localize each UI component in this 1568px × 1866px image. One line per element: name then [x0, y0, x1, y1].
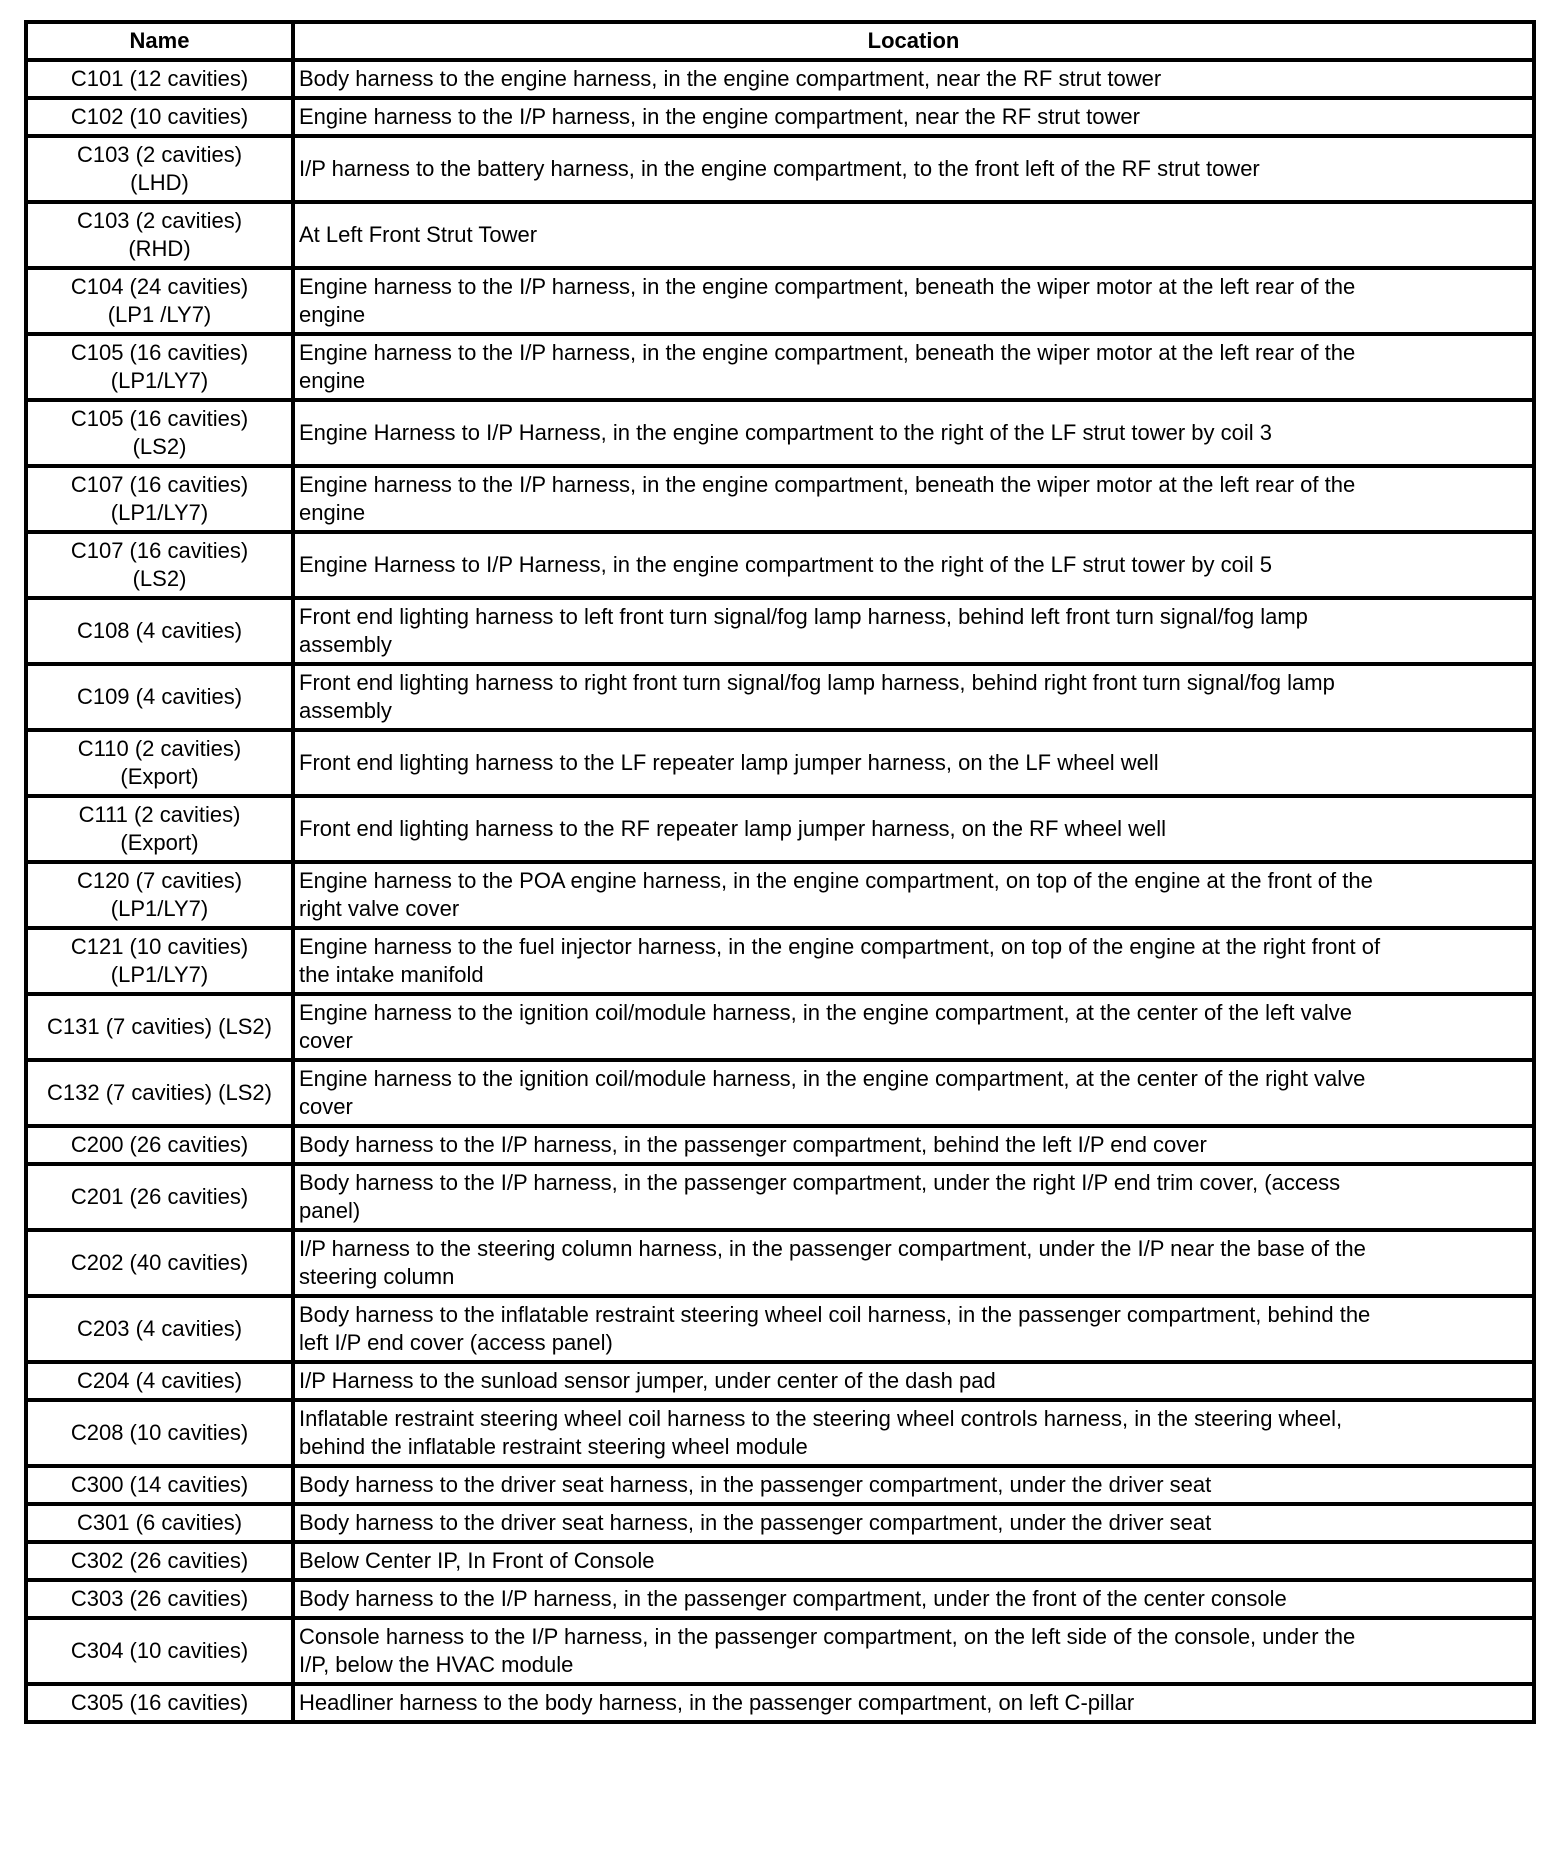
table-row: [26, 1466, 1534, 1504]
connector-location-cell: Front end lighting harness to the LF repeater lamp jumper harness, on the LF wheel well: [293, 730, 1534, 796]
connector-location-cell: Body harness to the driver seat harness, in the passenger compartment, under the driver seat: [293, 1504, 1534, 1542]
connector-location-cell: Body harness to the inflatable restraint steering wheel coil harness, in the passenger compartment, behind the left I/P end cover (access panel): [293, 1296, 1534, 1362]
connector-name-cell: C200 (26 cavities): [26, 1126, 293, 1164]
connector-name-cell: C302 (26 cavities): [26, 1542, 293, 1580]
connector-name-cell: C120 (7 cavities) (LP1/LY7): [26, 862, 293, 928]
connector-name-cell: C110 (2 cavities) (Export): [26, 730, 293, 796]
table-row: [26, 136, 1534, 202]
table-body: [26, 60, 1534, 1722]
connector-location-cell: Engine harness to the I/P harness, in the engine compartment, beneath the wiper motor at the left rear of the engine: [293, 466, 1534, 532]
connector-name-cell: C202 (40 cavities): [26, 1230, 293, 1296]
connector-location-cell: Engine harness to the ignition coil/module harness, in the engine compartment, at the center of the right valve cover: [293, 1060, 1534, 1126]
table-row: [26, 994, 1534, 1060]
table-row: [26, 1164, 1534, 1230]
connector-location-cell: Body harness to the I/P harness, in the passenger compartment, under the right I/P end trim cover, (access panel): [293, 1164, 1534, 1230]
connector-name-cell: C121 (10 cavities) (LP1/LY7): [26, 928, 293, 994]
table-row: [26, 202, 1534, 268]
header-row: [26, 22, 1534, 60]
connector-name-cell: C304 (10 cavities): [26, 1618, 293, 1684]
connector-location-cell: Engine Harness to I/P Harness, in the engine compartment to the right of the LF strut tower by coil 3: [293, 400, 1534, 466]
table-row: [26, 730, 1534, 796]
table-row: [26, 1618, 1534, 1684]
connector-location-cell: Engine harness to the ignition coil/module harness, in the engine compartment, at the center of the left valve cover: [293, 994, 1534, 1060]
table-row: [26, 1362, 1534, 1400]
connector-location-cell: Body harness to the I/P harness, in the passenger compartment, behind the left I/P end cover: [293, 1126, 1534, 1164]
connector-name-cell: C208 (10 cavities): [26, 1400, 293, 1466]
connector-location-cell: Front end lighting harness to right front turn signal/fog lamp harness, behind right front turn signal/fog lamp assembly: [293, 664, 1534, 730]
connector-location-cell: Engine Harness to I/P Harness, in the engine compartment to the right of the LF strut tower by coil 5: [293, 532, 1534, 598]
connector-location-cell: Console harness to the I/P harness, in the passenger compartment, on the left side of the console, under the I/P, below the HVAC module: [293, 1618, 1534, 1684]
connector-name-cell: C107 (16 cavities) (LS2): [26, 532, 293, 598]
table-row: [26, 532, 1534, 598]
table-row: [26, 1230, 1534, 1296]
name-column-header: Name: [26, 22, 293, 60]
connector-name-cell: C203 (4 cavities): [26, 1296, 293, 1362]
connector-name-cell: C108 (4 cavities): [26, 598, 293, 664]
connector-location-cell: Inflatable restraint steering wheel coil harness to the steering wheel controls harness, in the steering wheel, behind the inflatable restraint steering wheel module: [293, 1400, 1534, 1466]
table-row: [26, 1400, 1534, 1466]
connector-location-cell: Engine harness to the fuel injector harness, in the engine compartment, on top of the engine at the right front of the intake manifold: [293, 928, 1534, 994]
connector-location-cell: I/P Harness to the sunload sensor jumper, under center of the dash pad: [293, 1362, 1534, 1400]
connector-name-cell: C105 (16 cavities) (LS2): [26, 400, 293, 466]
connector-location-cell: Engine harness to the POA engine harness, in the engine compartment, on top of the engine at the front of the right valve cover: [293, 862, 1534, 928]
table-row: [26, 1684, 1534, 1722]
table-row: [26, 60, 1534, 98]
connector-location-cell: Engine harness to the I/P harness, in the engine compartment, beneath the wiper motor at the left rear of the engine: [293, 334, 1534, 400]
table-row: [26, 334, 1534, 400]
connector-name-cell: C131 (7 cavities) (LS2): [26, 994, 293, 1060]
connector-location-cell: I/P harness to the battery harness, in the engine compartment, to the front left of the RF strut tower: [293, 136, 1534, 202]
connector-name-cell: C305 (16 cavities): [26, 1684, 293, 1722]
connector-name-cell: C204 (4 cavities): [26, 1362, 293, 1400]
connector-name-cell: C111 (2 cavities) (Export): [26, 796, 293, 862]
connector-name-cell: C104 (24 cavities) (LP1 /LY7): [26, 268, 293, 334]
table-row: [26, 1126, 1534, 1164]
location-column-header: Location: [293, 22, 1534, 60]
table-row: [26, 268, 1534, 334]
connector-name-cell: C103 (2 cavities) (RHD): [26, 202, 293, 268]
connector-name-cell: C102 (10 cavities): [26, 98, 293, 136]
table-row: [26, 664, 1534, 730]
table-row: [26, 862, 1534, 928]
connector-location-cell: Headliner harness to the body harness, in the passenger compartment, on left C-pillar: [293, 1684, 1534, 1722]
table-row: [26, 1296, 1534, 1362]
connector-name-cell: C201 (26 cavities): [26, 1164, 293, 1230]
table-row: [26, 1580, 1534, 1618]
table-row: [26, 1504, 1534, 1542]
connector-location-table: [24, 20, 1536, 1724]
connector-location-cell: Below Center IP, In Front of Console: [293, 1542, 1534, 1580]
connector-location-cell: At Left Front Strut Tower: [293, 202, 1534, 268]
connector-location-cell: Body harness to the driver seat harness, in the passenger compartment, under the driver seat: [293, 1466, 1534, 1504]
table-row: [26, 1542, 1534, 1580]
connector-name-cell: C101 (12 cavities): [26, 60, 293, 98]
connector-location-cell: I/P harness to the steering column harness, in the passenger compartment, under the I/P near the base of the steering column: [293, 1230, 1534, 1296]
table-row: [26, 1060, 1534, 1126]
connector-name-cell: C132 (7 cavities) (LS2): [26, 1060, 293, 1126]
table-row: [26, 598, 1534, 664]
table-row: [26, 466, 1534, 532]
connector-name-cell: C103 (2 cavities) (LHD): [26, 136, 293, 202]
table-row: [26, 796, 1534, 862]
connector-location-cell: Body harness to the engine harness, in the engine compartment, near the RF strut tower: [293, 60, 1534, 98]
table-row: [26, 400, 1534, 466]
connector-name-cell: C303 (26 cavities): [26, 1580, 293, 1618]
connector-location-cell: Engine harness to the I/P harness, in the engine compartment, near the RF strut tower: [293, 98, 1534, 136]
connector-name-cell: C105 (16 cavities) (LP1/LY7): [26, 334, 293, 400]
connector-location-cell: Body harness to the I/P harness, in the passenger compartment, under the front of the center console: [293, 1580, 1534, 1618]
connector-name-cell: C301 (6 cavities): [26, 1504, 293, 1542]
connector-location-cell: Front end lighting harness to left front turn signal/fog lamp harness, behind left front turn signal/fog lamp assembly: [293, 598, 1534, 664]
connector-name-cell: C107 (16 cavities) (LP1/LY7): [26, 466, 293, 532]
table-row: [26, 928, 1534, 994]
connector-location-cell: Engine harness to the I/P harness, in the engine compartment, beneath the wiper motor at the left rear of the engine: [293, 268, 1534, 334]
connector-location-cell: Front end lighting harness to the RF repeater lamp jumper harness, on the RF wheel well: [293, 796, 1534, 862]
connector-name-cell: C300 (14 cavities): [26, 1466, 293, 1504]
table-row: [26, 98, 1534, 136]
connector-name-cell: C109 (4 cavities): [26, 664, 293, 730]
